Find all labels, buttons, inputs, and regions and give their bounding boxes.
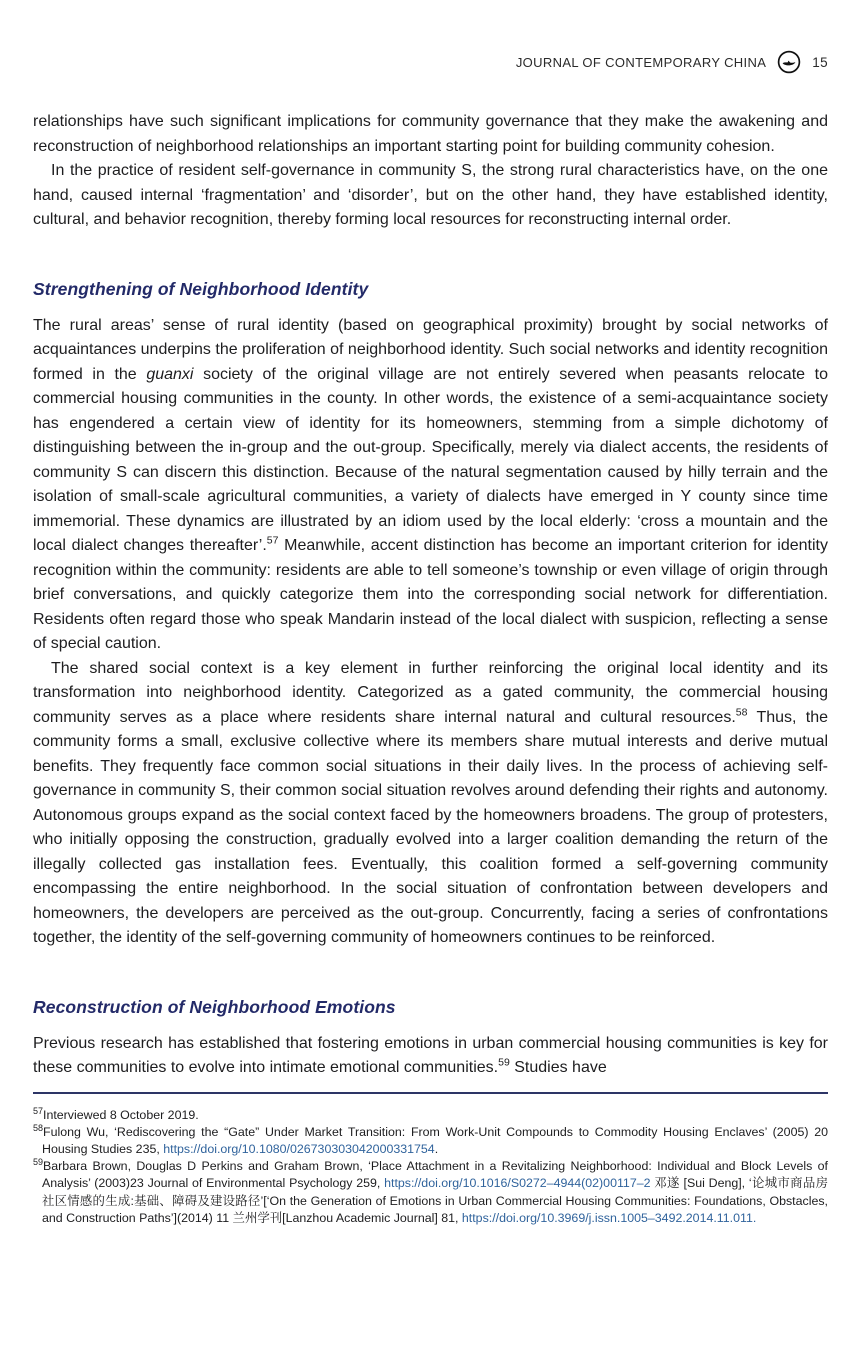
italic-term: guanxi [146,365,194,383]
footnote: $^{57}$Interviewed 8 October 2019. [33,1105,199,1122]
footnote-ref: 59 [498,1056,510,1069]
footnote-number: 59 [33,1156,44,1167]
footnote-number: 57 [33,1105,44,1116]
section-heading: Strengthening of Neighborhood Identity [33,278,369,299]
footnote-ref: 57 [266,534,279,547]
paragraph: relationships have such significant implications for community governance that they make the awakening and reconstruction of neighborhood relationships an important starting point for building community cohesion. [33,113,828,155]
journal-title: JOURNAL OF CONTEMPORARY CHINA [515,54,767,70]
paragraph: Previous research has established that fostering emotions in urban commercial housing communities is key for these communities to evolve into intimate emotional communities.$^{59}$ Studies have [33,1034,828,1076]
taylor-francis-logo-icon [777,50,801,74]
footnote-ref: 58 [735,706,748,719]
paragraph: The shared social context is a key element in further reinforcing the original local identity and its transformation into neighborhood identity. Categorized as a gated community, the commercial housing community serves as a place where residents share internal natural and cultural resources.$^{58}$ Thus, the community forms a small, exclusive collective where its members share mutual interests and derive mutual benefits. They frequently face common social situations in their daily lives. In the process of achieving self-governance in community S, their common social situation revolves around defending their rights and autonomy. Autonomous groups expand as the social context faced by the homeowners broadens. The group of protesters, who initially opposing the construction, gradually evolved into a larger coalition demanding the return of the illegally collected gas installation fees. Eventually, this coalition formed a self-governing community encompassing the entire neighborhood. In the social situation of confrontation between developers and homeowners, the developers are perceived as the out-group. Concurrently, facing a series of confrontations together, the identity of the self-governing community of homeowners continues to be reinforced. [33,659,828,946]
doi-link[interactable]: https://doi.org/10.1016/S0272–4944(02)00117–2 [384,1176,651,1191]
section-heading: Reconstruction of Neighborhood Emotions [33,996,396,1017]
doi-link[interactable]: https://doi.org/10.1080/026730303042000331754 [163,1141,435,1156]
paragraph: In the practice of resident self-governance in community S, the strong rural characteristics have, on the one hand, caused internal ‘fragmentation’ and ‘disorder’, but on the other hand, they have established identity, cultural, and behavior recognition, thereby forming local resources for reconstructing internal order. [33,162,828,228]
footnote-number: 58 [33,1122,44,1133]
footnotes [33,1102,828,1227]
footnote: $^{58}$Fulong Wu, ‘Rediscovering the “Gate” Under Market Transition: From Work-Unit Compounds to Commodity Housing Enclaves’ (2005) 20 Housing Studies 235, https://doi.org/10.1080/026730303042000331754. [33,1122,828,1156]
paragraph: The rural areas’ sense of rural identity (based on geographical proximity) brought by social networks of acquaintances underpins the proliferation of neighborhood identity. Such social networks and identity recognition formed in the guanxi society of the original village are not entirely severed when peasants relocate to commercial housing communities in the county. In other words, the existence of a semi-acquaintance society has engendered a certain view of identity for its homeowners, stemming from a simple dichotomy of distinguishing between the in-group and the out-group. Specifically, merely via dialect accents, the residents of community S can discern this distinction. Because of the natural segmentation caused by hilly terrain and the isolation of small-scale agricultural communities, a variety of dialects have emerged in Y county since time immemorial. These dynamics are illustrated by an idiom used by the local elderly: ‘cross a mountain and the local dialect changes thereafter’.$^{57}$ Meanwhile, accent distinction has become an important criterion for identity recognition within the community: residents are able to tell someone’s township or even village of origin through brief conversations, and quickly categorize them into the corresponding social network for differentiation. Residents often regard those who speak Mandarin instead of the local dialect with suspicion, reflecting a sense of special caution. [33,316,829,652]
article-body [33,110,828,1081]
footnote-divider [33,1092,828,1094]
page-number: 15 [812,54,828,70]
page-header [33,50,828,74]
doi-link[interactable]: https://doi.org/10.3969/j.issn.1005–3492.2014.11.011. [461,1210,757,1225]
footnote: $^{59}$Barbara Brown, Douglas D Perkins and Graham Brown, ‘Place Attachment in a Revitalizing Neighborhood: Individual and Block Levels of Analysis’ (2003)23 Journal of Environmental Psychology 259, https://doi.org/10.1016/S0272–4944(02)00117–2 邓遂 [Sui Deng], ‘论城市商品房社区情感的生成:基础、障碍及建设路径’[‘On the Generation of Emotions in Urban Commercial Housing Communities: Foundations, Obstacles, and Construction Paths’](2014) 11 兰州学刊[Lanzhou Academic Journal] 81, https://doi.org/10.3969/j.issn.1005–3492.2014.11.011. [33,1156,828,1225]
